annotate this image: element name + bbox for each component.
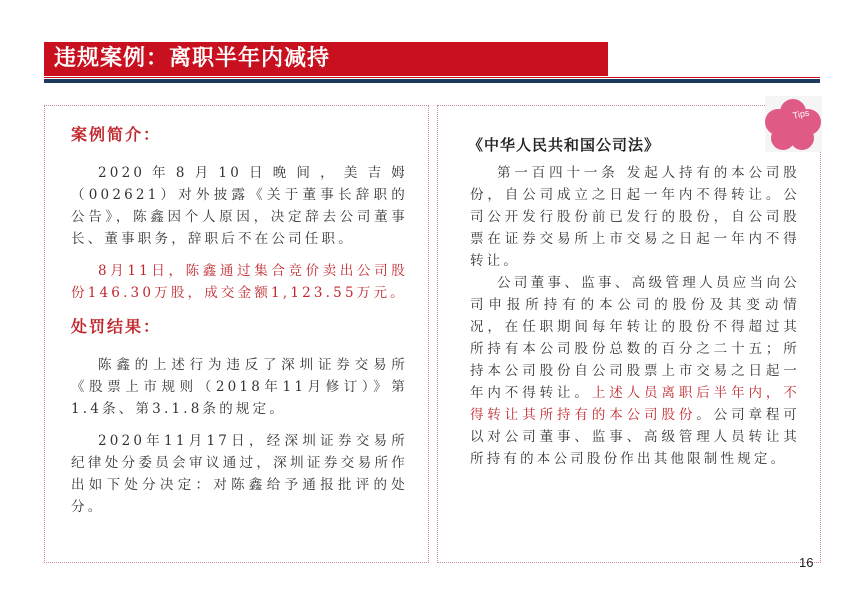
page-number: 16 [799,555,814,570]
case-intro-paragraph: 2020年8月10日晚间，美吉姆（002621）对外披露《关于董事长辞职的公告》，陈鑫因个人原因，决定辞去公司董事长、董事职务，辞职后不在公司任职。 [71,165,408,247]
case-panel [44,105,429,563]
law-text: 公司董事、监事、高级管理人员应当向公司申报所持有的本公司的股份及其变动情况，在任职期间每年转让的股份不得超过其所持有本公司股份总数的百分之二十五；所持本公司股份自公司股票上市交易之日起一年内不得转让。 [470,275,800,401]
law-highlight: 上述人员离职后半年内，不得转让其所持有的本公司股份 [470,385,800,423]
law-article-paragraph-2 [470,272,800,470]
penalty-paragraph-1: 陈鑫的上述行为违反了深圳证券交易所《股票上市规则（2018年11月修订）》第1.4条、第3.1.8条的规定。 [71,357,408,417]
tips-flower-icon [765,96,822,152]
law-panel [437,105,821,563]
tips-label: Tips [791,107,811,121]
law-title: 《中华人民共和国公司法》 [468,136,661,154]
law-text: 。公司章程可以对公司董事、监事、高级管理人员转让其所持有的本公司股份作出其他限制性规定。 [470,407,800,467]
case-intro-heading: 案例简介： [71,125,162,144]
slide-title: 违规案例：离职半年内减持 [54,46,331,71]
title-bar [44,42,608,76]
penalty-heading: 处罚结果： [71,317,162,336]
case-sale-paragraph: 8月11日，陈鑫通过集合竞价卖出公司股份146.30万股，成交金额1,123.55万元。 [71,263,408,301]
law-article-paragraph-1: 第一百四十一条 发起人持有的本公司股份，自公司成立之日起一年内不得转让。公司公开发行股份前已发行的股份，自公司股票在证券交易所上市交易之日起一年内不得转让。 [470,165,800,269]
penalty-paragraph-2: 2020年11月17日，经深圳证券交易所纪律处分委员会审议通过，深圳证券交易所作出如下处分决定：对陈鑫给予通报批评的处分。 [71,433,408,515]
title-underline-accent [44,77,820,78]
title-underline [44,79,820,83]
